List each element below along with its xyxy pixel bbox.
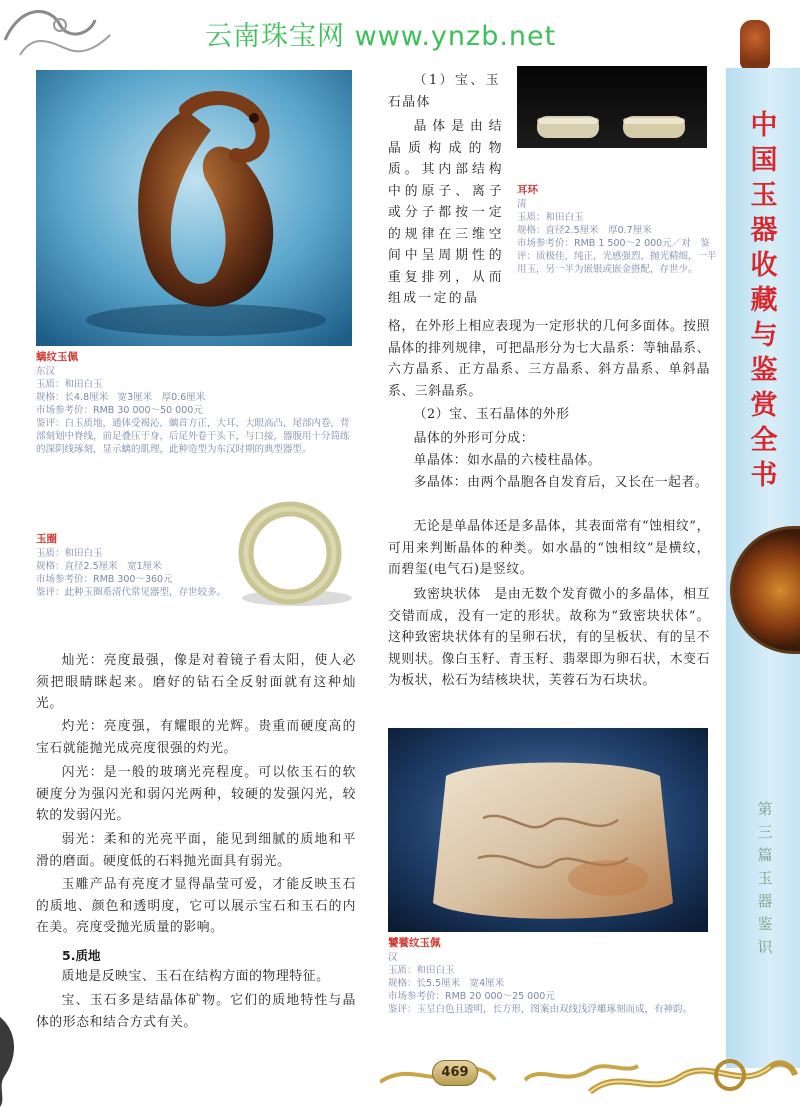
caption-line: 玉质：和田白玉: [36, 548, 103, 559]
caption-line: 清: [517, 199, 527, 210]
ring-caption: [36, 532, 276, 599]
paragraph-flash-luster: 闪光：是一般的玻璃光亮程度。可以依玉石的软硬度分为强闪光和弱闪光两种，较硬的发强闪光，较软的发弱闪光。: [36, 765, 356, 823]
paragraph-polycrystal: 多晶体：由两个晶胞各自发育后，又长在一起者。: [413, 475, 709, 490]
jade-medallion-image: [730, 526, 800, 654]
paragraph-crystal-systems: 格，在外形上相应表现为一定形状的几何多面体。按照晶体的排列规律，可把晶形分为七大晶系：等轴晶系、六方晶系、正方晶系、三方晶系、斜方晶系、单斜晶系、三斜晶系。: [388, 319, 710, 399]
paragraph-crystal-narrow: 晶体是由结晶质构成的物质。其内部结构中的原子、离子或分子都按一定的规律在三维空间中呈周期性的重复排列，从而组成一定的晶: [388, 119, 504, 306]
caption-line: 汉: [388, 952, 398, 963]
paragraph-dense-mass: 致密块状体 是由无数个发育微小的多晶体，相互交错而成，没有一定的形状。故称为“致密块状体”。这种致密块状体有的呈卵石状，有的呈板状、有的呈不规则状。像白玉籽、青玉籽、翡翠即为卵石状，木变石为板状，松石为结核块状，芙蓉石为石块状。: [388, 587, 710, 688]
subheading-crystal: （1）宝、玉石晶体: [388, 73, 500, 110]
taotie-pendant-photo: [388, 728, 708, 932]
caption-line: 鉴评：此种玉圈系清代常见器型，存世较多。: [36, 587, 227, 598]
earring-caption: [517, 183, 719, 276]
paragraph-bright-luster: 灼光：亮度强，有耀眼的光辉。贵重而硬度高的宝石就能抛光成亮度很强的灼光。: [36, 719, 356, 756]
caption-title: 螭纹玉佩: [36, 351, 78, 363]
caption-line: 规格：直径2.5厘米 厚0.7厘米: [517, 225, 652, 236]
paragraph-luster-summary: 玉雕产品有亮度才显得晶莹可爱，才能反映玉石的质地、颜色和透明度，它可以展示宝石和玉石的内在美。亮度受抛光质量的影响。: [36, 877, 356, 935]
caption-line: 市场参考价：RMB 300～360元: [36, 574, 173, 585]
paragraph-brilliant-luster: 灿光：亮度最强，像是对着镜子看太阳，使人必须把眼睛眯起来。磨好的钻石全反射面就有这种灿光。: [36, 653, 356, 711]
paragraph-etch-pattern: 无论是单晶体还是多晶体，其表面常有“蚀相纹”，可用来判断晶体的种类。如水晶的“蚀相纹”是横纹，而碧玺(电气石)是竖纹。: [388, 519, 710, 577]
site-watermark: 云南珠宝网 www.ynzb.net: [205, 21, 557, 52]
corner-ornament-top-left: [0, 0, 120, 70]
caption-line: 鉴评：玉呈白色且透明，长方形，图案由双线浅浮雕琢刻而成，有神韵。: [388, 1004, 693, 1015]
caption-line: 玉质：和田白玉: [388, 965, 455, 976]
caption-line: 市场参考价：RMB 20 000～25 000元: [388, 991, 555, 1002]
caption-note: 鉴评：白玉质地，通体受褐沁，螭首方正，大耳，大眼高凸，尾部内卷，背部刻划中脊线，前足叠压于身，后足外卷于头下，与口接，器腹用十分简练的深阴线琢刻，显示螭的肌理，此种造型为东汉时期的典型器型。: [36, 418, 350, 455]
pendant-caption: [36, 350, 354, 456]
caption-note: 市场参考价：RMB 1 500～2 000元／对 鉴评：质极佳，纯正，光感强烈，抛光精细，一半用玉，另一半为嵌银或嵌金搭配，存世少。: [517, 238, 717, 275]
caption-title: 玉圈: [36, 533, 57, 545]
paragraph-crystal-minerals: 宝、玉石多是结晶体矿物。它们的质地特性与晶体的形态和结合方式有关。: [36, 993, 356, 1030]
caption-line: 规格：直径2.5厘米 宽1厘米: [36, 561, 162, 572]
paragraph-weak-luster: 弱光：柔和的光亮平面，能见到细腻的质地和平滑的磨面。硬度低的石料抛光面具有弱光。: [36, 832, 356, 869]
caption-title: 饕餮纹玉佩: [388, 937, 441, 949]
caption-line: 东汉: [36, 366, 56, 377]
page-edge-ornament: [0, 1007, 30, 1107]
part-label: 第三篇 玉器鉴识: [757, 800, 773, 956]
paragraph-texture-definition: 质地是反映宝、玉石在结构方面的物理特征。: [61, 969, 330, 984]
caption-title: 耳环: [517, 184, 538, 196]
earrings-photo: [517, 66, 707, 148]
paragraph-single-crystal: 单晶体：如水晶的六棱柱晶体。: [413, 453, 602, 468]
dragon-pendant-photo: [36, 70, 352, 346]
book-sidebar: [726, 68, 800, 1068]
caption-line: 规格：长4.8厘米 宽3厘米 厚0.6厘米: [36, 392, 206, 403]
taotie-caption: [388, 936, 718, 1016]
subheading-crystal-shape: （2）宝、玉石晶体的外形: [413, 407, 570, 422]
book-title: 中国玉器收藏与鉴赏全书: [750, 110, 778, 491]
jade-figurine-icon: [740, 20, 770, 70]
caption-line: 规格：长5.5厘米 宽4厘米: [388, 978, 505, 989]
bottom-cloud-ornament: [380, 1052, 640, 1092]
page-number: 469: [432, 1060, 478, 1086]
caption-line: 玉质：和田白玉: [517, 212, 584, 223]
caption-line: 市场参考价：RMB 30 000～50 000元: [36, 405, 203, 416]
caption-line: 玉质：和田白玉: [36, 379, 103, 390]
section-heading-texture: 5.质地: [62, 948, 101, 963]
paragraph-shape-types: 晶体的外形可分成：: [413, 431, 535, 446]
